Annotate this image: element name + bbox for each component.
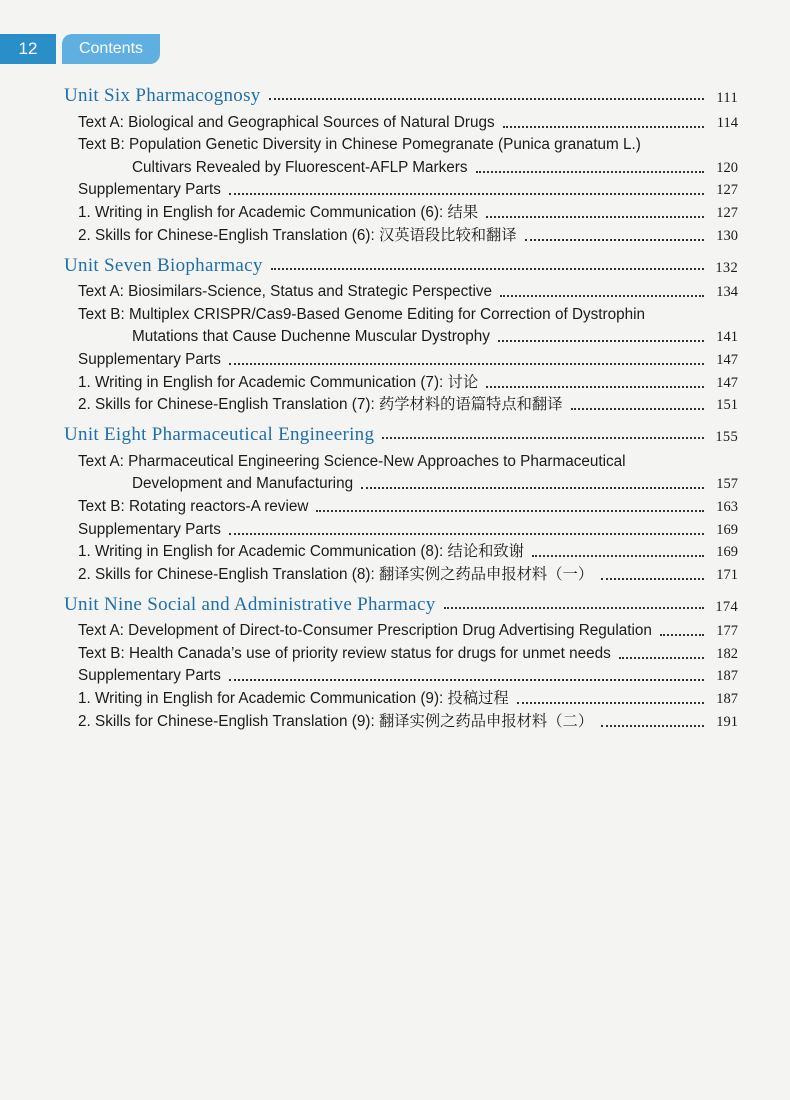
entry-title: Text A: Biological and Geographical Sources of Natural Drugs (78, 113, 495, 131)
toc-unit-heading (64, 251, 738, 277)
toc-entry (64, 199, 738, 222)
entry-title: Supplementary Parts (78, 667, 221, 685)
page-number-ref: 182 (716, 645, 738, 662)
dot-leader (601, 725, 704, 727)
unit-title: Unit Eight Pharmaceutical Engineering (64, 424, 375, 446)
dot-leader (503, 126, 704, 128)
dot-leader (361, 487, 704, 489)
toc-entry (64, 222, 738, 245)
toc-entry (64, 154, 738, 177)
table-of-contents (64, 81, 738, 731)
entry-title: 1. Writing in English for Academic Communication (8): 结论和致谢 (78, 543, 525, 561)
page-number-ref: 132 (715, 259, 738, 276)
toc-entry (64, 301, 738, 324)
toc-entry (64, 471, 738, 494)
page-number-ref: 187 (716, 691, 738, 708)
toc-entry (64, 392, 738, 415)
page-number-ref: 127 (716, 204, 738, 221)
entry-title: 2. Skills for Chinese-English Translation (8): 翻译实例之药品申报材料（一） (78, 565, 594, 583)
page-number-ref: 174 (715, 598, 738, 615)
dot-leader (476, 171, 704, 173)
entry-title: Development and Manufacturing (132, 475, 354, 493)
page-number-ref: 169 (716, 521, 738, 538)
entry-title: Text B: Multiplex CRISPR/Cas9-Based Genome Editing for Correction of Dystrophin (78, 305, 646, 323)
entry-title: Supplementary Parts (78, 350, 221, 368)
toc-unit-heading (64, 590, 738, 616)
entry-title: 2. Skills for Chinese-English Translation (7): 药学材料的语篇特点和翻译 (78, 396, 563, 414)
entry-title: Text A: Biosimilars-Science, Status and Strategic Perspective (78, 283, 493, 301)
toc-entry (64, 493, 738, 516)
page-number-ref: 155 (715, 429, 738, 446)
entry-title: Supplementary Parts (78, 181, 221, 199)
page-number-ref: 187 (716, 668, 738, 685)
dot-leader (486, 216, 704, 218)
dot-leader (571, 408, 704, 410)
toc-entry (64, 109, 738, 132)
toc-entry (64, 685, 738, 708)
toc-entry (64, 640, 738, 663)
page-number-ref: 171 (716, 566, 738, 583)
dot-leader (229, 679, 704, 681)
page-number-ref: 130 (716, 227, 738, 244)
entry-title: Text B: Rotating reactors-A review (78, 497, 309, 515)
toc-entry (64, 663, 738, 686)
dot-leader (517, 702, 704, 704)
toc-entry (64, 539, 738, 562)
page-number-ref: 157 (716, 476, 738, 493)
toc-entry (64, 369, 738, 392)
dot-leader (525, 239, 704, 241)
toc-entry (64, 346, 738, 369)
entry-title: Text A: Development of Direct-to-Consumer Prescription Drug Advertising Regulation (78, 622, 652, 640)
dot-leader (271, 268, 704, 270)
unit-title: Unit Seven Biopharmacy (64, 254, 263, 276)
toc-unit-heading (64, 81, 738, 107)
dot-leader (316, 510, 704, 512)
page-number: 12 (0, 34, 56, 64)
toc-unit-heading (64, 420, 738, 446)
entry-title: 2. Skills for Chinese-English Translation (6): 汉英语段比较和翻译 (78, 226, 517, 244)
entry-title: 2. Skills for Chinese-English Translation (9): 翻译实例之药品申报材料（二） (78, 712, 594, 730)
entry-title: Text B: Population Genetic Diversity in Chinese Pomegranate (Punica granatum L.) (78, 136, 641, 154)
toc-entry (64, 708, 738, 731)
page-number-ref: 114 (716, 114, 738, 131)
section-tab-contents: Contents (62, 34, 160, 64)
unit-title: Unit Nine Social and Administrative Pharmacy (64, 593, 436, 615)
entry-title: 1. Writing in English for Academic Communication (9): 投稿过程 (78, 690, 509, 708)
dot-leader (382, 437, 704, 439)
entry-title: Cultivars Revealed by Fluorescent-AFLP Markers (132, 158, 468, 176)
dot-leader (498, 340, 704, 342)
page-number-ref: 127 (716, 182, 738, 199)
dot-leader (601, 578, 704, 580)
toc-entry (64, 132, 738, 155)
entry-title: Mutations that Cause Duchenne Muscular Dystrophy (132, 328, 490, 346)
page-number-ref: 163 (716, 498, 738, 515)
dot-leader (660, 634, 704, 636)
dot-leader (619, 657, 704, 659)
unit-title: Unit Six Pharmacognosy (64, 85, 261, 106)
page-number-ref: 120 (716, 159, 738, 176)
toc-entry (64, 618, 738, 641)
page-number-ref: 177 (716, 623, 738, 640)
entry-title: Text B: Health Canada’s use of priority review status for drugs for unmet needs (78, 644, 611, 662)
entry-title: Text A: Pharmaceutical Engineering Science-New Approaches to Pharmaceutical (78, 452, 626, 470)
dot-leader (229, 363, 704, 365)
dot-leader (269, 98, 704, 100)
page-number-ref: 151 (716, 397, 738, 414)
toc-entry (64, 561, 738, 584)
dot-leader (229, 193, 704, 195)
dot-leader (486, 386, 704, 388)
entry-title: 1. Writing in English for Academic Communication (7): 讨论 (78, 373, 479, 391)
dot-leader (444, 607, 705, 609)
page-number-ref: 141 (716, 329, 738, 346)
page-number-ref: 191 (716, 713, 738, 730)
entry-title: 1. Writing in English for Academic Communication (6): 结果 (78, 203, 479, 221)
toc-entry (64, 516, 738, 539)
page-number-ref: 147 (716, 351, 738, 368)
dot-leader (532, 555, 704, 557)
toc-entry (64, 324, 738, 347)
toc-entry (64, 279, 738, 302)
page-number-ref: 147 (716, 374, 738, 391)
toc-entry (64, 448, 738, 471)
entry-title: Supplementary Parts (78, 520, 221, 538)
page-number-ref: 134 (716, 284, 738, 301)
toc-entry (64, 177, 738, 200)
dot-leader (229, 533, 704, 535)
page-number-ref: 169 (716, 544, 738, 561)
page-number-ref: 111 (716, 90, 738, 106)
dot-leader (500, 295, 704, 297)
page-header (0, 34, 790, 64)
